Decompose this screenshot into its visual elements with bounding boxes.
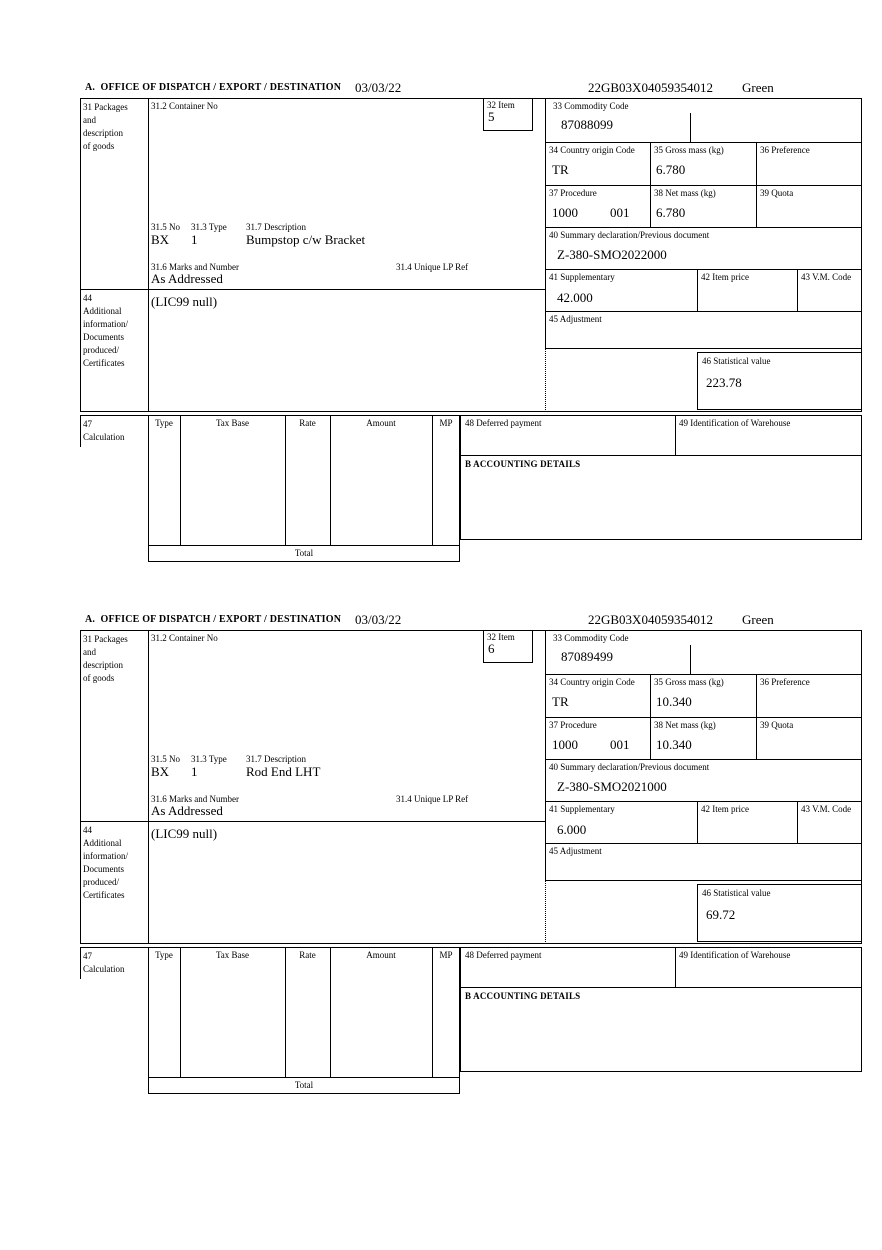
box42-label: 42 Item price xyxy=(701,272,749,282)
supplementary-units: 6.000 xyxy=(557,822,587,837)
box31-2-label: 31.2 Container No xyxy=(151,101,218,111)
box31-2-label: 31.2 Container No xyxy=(151,633,218,643)
dispatch-date: 03/03/22 xyxy=(355,612,402,627)
box32-item-box xyxy=(483,98,533,131)
calc-col-type: Type xyxy=(155,950,173,960)
item-number: 6 xyxy=(488,641,495,656)
accounting-details-header: B ACCOUNTING DETAILS xyxy=(465,459,581,469)
divider-line xyxy=(80,947,81,979)
divider-line xyxy=(545,227,862,228)
box47-label: 47 Calculation xyxy=(83,419,125,442)
box32-item-box xyxy=(483,630,533,663)
calc-col-tax-base: Tax Base xyxy=(215,418,250,428)
divider-line xyxy=(545,269,862,270)
goods-description: Rod End LHT xyxy=(246,764,321,779)
box40-label: 40 Summary declaration/Previous document xyxy=(549,230,710,240)
box44-label: 44 Additional information/ Documents produced/ Certificates xyxy=(83,825,128,900)
net-mass: 10.340 xyxy=(656,737,692,752)
box33-label: 33 Commodity Code xyxy=(553,633,629,643)
box31-5-label: 31.5 No xyxy=(151,754,180,764)
divider-line xyxy=(797,269,798,311)
divider-line xyxy=(675,415,676,455)
divider-line xyxy=(460,455,862,456)
net-mass: 6.780 xyxy=(656,205,686,220)
divider-line xyxy=(432,415,433,545)
divider-line xyxy=(80,415,81,447)
box37-label: 37 Procedure xyxy=(549,188,597,198)
summary-declaration: Z-380-SMO2021000 xyxy=(557,779,667,794)
box32-label: 32 Item xyxy=(487,100,515,110)
calc-col-tax-base: Tax Base xyxy=(215,950,250,960)
box34-label: 34 Country origin Code xyxy=(549,145,635,155)
box31-6-label: 31.6 Marks and Number xyxy=(151,794,239,804)
office-of-dispatch-header: A. OFFICE OF DISPATCH / EXPORT / DESTINATION xyxy=(85,614,342,625)
calc-col-mp: MP xyxy=(439,418,453,428)
box35-label: 35 Gross mass (kg) xyxy=(654,145,724,155)
office-of-dispatch-header: A. OFFICE OF DISPATCH / EXPORT / DESTINATION xyxy=(85,82,342,93)
routing-status: Green xyxy=(742,80,774,95)
package-type: 1 xyxy=(191,232,198,247)
marks-and-number: As Addressed xyxy=(151,271,223,286)
box46-statistical-value-box xyxy=(697,352,862,410)
divider-line xyxy=(545,801,862,802)
additional-information: (LIC99 null) xyxy=(151,294,218,309)
divider-line xyxy=(545,185,862,186)
box31-5-label: 31.5 No xyxy=(151,222,180,232)
calc-col-mp: MP xyxy=(439,950,453,960)
divider-line xyxy=(650,674,651,759)
commodity-code: 87088099 xyxy=(561,117,613,132)
divider-line xyxy=(797,801,798,843)
box31-label: 31 Packages and description of goods xyxy=(83,102,128,151)
statistical-value: 69.72 xyxy=(706,907,736,922)
box47-label: 47 Calculation xyxy=(83,951,125,974)
box31-label: 31 Packages and description of goods xyxy=(83,634,128,683)
divider-line xyxy=(460,987,862,988)
divider-line xyxy=(545,311,862,312)
divider-line xyxy=(756,674,757,759)
divider-line xyxy=(180,415,181,545)
box36-label: 36 Preference xyxy=(760,145,810,155)
calc-total-label: Total xyxy=(294,548,314,558)
routing-status: Green xyxy=(742,612,774,627)
gross-mass: 6.780 xyxy=(656,162,686,177)
divider-line xyxy=(148,630,149,944)
divider-line xyxy=(697,269,698,311)
box44-label: 44 Additional information/ Documents produced/ Certificates xyxy=(83,293,128,368)
calc-col-amount: Amount xyxy=(366,950,396,960)
accounting-outer-box xyxy=(460,415,862,540)
calc-col-rate: Rate xyxy=(299,418,316,428)
divider-line xyxy=(330,415,331,545)
box31-3-label: 31.3 Type xyxy=(191,222,227,232)
box45-label: 45 Adjustment xyxy=(549,314,602,324)
additional-information: (LIC99 null) xyxy=(151,826,218,841)
box46-label: 46 Statistical value xyxy=(702,356,771,366)
goods-description: Bumpstop c/w Bracket xyxy=(246,232,366,247)
procedure-code: 1000 xyxy=(552,205,578,220)
box48-label: 48 Deferred payment xyxy=(465,418,542,428)
procedure-code-2: 001 xyxy=(610,205,630,220)
box40-label: 40 Summary declaration/Previous document xyxy=(549,762,710,772)
box31-7-label: 31.7 Description xyxy=(246,754,306,764)
box46-statistical-value-box xyxy=(697,884,862,942)
divider-line xyxy=(545,843,862,844)
commodity-code: 87089499 xyxy=(561,649,613,664)
calculation-table xyxy=(148,947,460,1094)
accounting-details-header: B ACCOUNTING DETAILS xyxy=(465,991,581,1001)
divider-line xyxy=(148,1077,460,1078)
package-number: BX xyxy=(151,764,170,779)
declaration-item-section xyxy=(0,80,882,612)
box38-label: 38 Net mass (kg) xyxy=(654,188,716,198)
divider-line xyxy=(330,947,331,1077)
summary-declaration: Z-380-SMO2022000 xyxy=(557,247,667,262)
supplementary-units: 42.000 xyxy=(557,290,593,305)
divider-line xyxy=(675,947,676,987)
procedure-code-2: 001 xyxy=(610,737,630,752)
box31-7-label: 31.7 Description xyxy=(246,222,306,232)
box34-label: 34 Country origin Code xyxy=(549,677,635,687)
box39-label: 39 Quota xyxy=(760,188,794,198)
calculation-table xyxy=(148,415,460,562)
box31-6-label: 31.6 Marks and Number xyxy=(151,262,239,272)
box33-label: 33 Commodity Code xyxy=(553,101,629,111)
divider-line xyxy=(690,113,691,142)
divider-line xyxy=(545,348,862,349)
box31-4-label: 31.4 Unique LP Ref xyxy=(396,262,469,272)
divider-line xyxy=(180,947,181,1077)
statistical-value: 223.78 xyxy=(706,375,742,390)
divider-line xyxy=(285,415,286,545)
divider-line xyxy=(545,674,862,675)
divider-line xyxy=(80,289,546,290)
box43-label: 43 V.M. Code xyxy=(801,804,852,814)
divider-line xyxy=(545,142,862,143)
calc-col-rate: Rate xyxy=(299,950,316,960)
calc-col-type: Type xyxy=(155,418,173,428)
marks-and-number: As Addressed xyxy=(151,803,223,818)
box45-label: 45 Adjustment xyxy=(549,846,602,856)
box42-label: 42 Item price xyxy=(701,804,749,814)
country-origin-code: TR xyxy=(552,162,569,177)
box36-label: 36 Preference xyxy=(760,677,810,687)
declaration-reference: 22GB03X04059354012 xyxy=(588,80,713,95)
divider-line xyxy=(690,645,691,674)
dotted-divider-line xyxy=(545,880,546,944)
box49-label: 49 Identification of Warehouse xyxy=(679,418,791,428)
box43-label: 43 V.M. Code xyxy=(801,272,852,282)
declaration-reference: 22GB03X04059354012 xyxy=(588,612,713,627)
box49-label: 49 Identification of Warehouse xyxy=(679,950,791,960)
divider-line xyxy=(148,98,149,412)
box31-3-label: 31.3 Type xyxy=(191,754,227,764)
box31-4-label: 31.4 Unique LP Ref xyxy=(396,794,469,804)
divider-line xyxy=(756,142,757,227)
divider-line xyxy=(285,947,286,1077)
divider-line xyxy=(650,142,651,227)
declaration-item-section xyxy=(0,612,882,1144)
box38-label: 38 Net mass (kg) xyxy=(654,720,716,730)
gross-mass: 10.340 xyxy=(656,694,692,709)
box48-label: 48 Deferred payment xyxy=(465,950,542,960)
divider-line xyxy=(80,821,546,822)
divider-line xyxy=(545,759,862,760)
dotted-divider-line xyxy=(545,348,546,412)
box41-label: 41 Supplementary xyxy=(549,272,615,282)
dispatch-date: 03/03/22 xyxy=(355,80,402,95)
country-origin-code: TR xyxy=(552,694,569,709)
box41-label: 41 Supplementary xyxy=(549,804,615,814)
divider-line xyxy=(545,880,862,881)
box39-label: 39 Quota xyxy=(760,720,794,730)
accounting-outer-box xyxy=(460,947,862,1072)
divider-line xyxy=(432,947,433,1077)
divider-line xyxy=(697,801,698,843)
box46-label: 46 Statistical value xyxy=(702,888,771,898)
calc-col-amount: Amount xyxy=(366,418,396,428)
item-number: 5 xyxy=(488,109,495,124)
package-number: BX xyxy=(151,232,170,247)
calc-total-label: Total xyxy=(294,1080,314,1090)
divider-line xyxy=(148,545,460,546)
divider-line xyxy=(545,717,862,718)
box35-label: 35 Gross mass (kg) xyxy=(654,677,724,687)
package-type: 1 xyxy=(191,764,198,779)
box37-label: 37 Procedure xyxy=(549,720,597,730)
procedure-code: 1000 xyxy=(552,737,578,752)
box32-label: 32 Item xyxy=(487,632,515,642)
